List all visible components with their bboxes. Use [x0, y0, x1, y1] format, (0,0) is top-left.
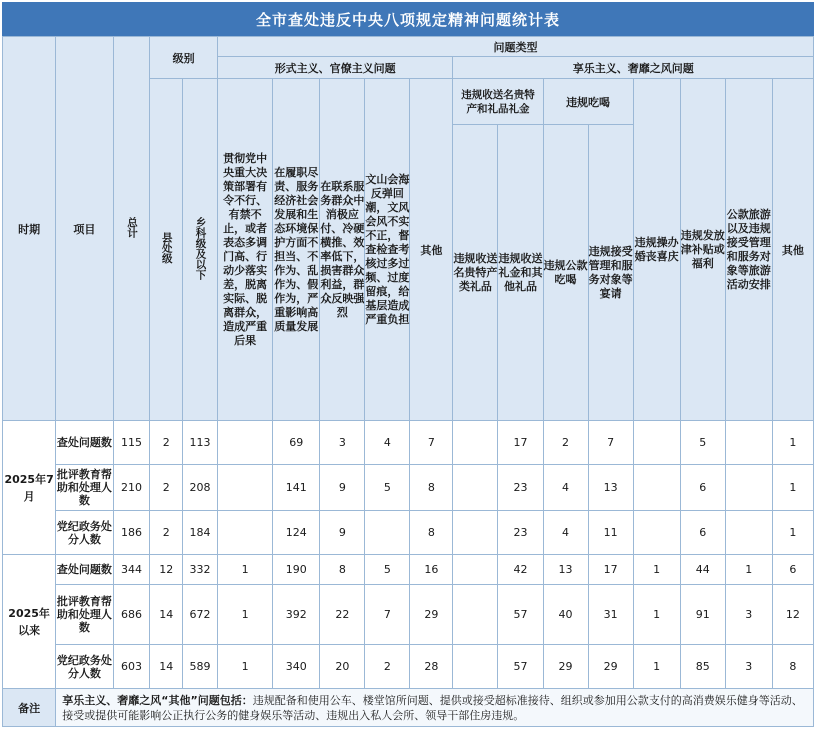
header-h5: 违规操办婚丧喜庆 [633, 79, 680, 421]
value-cell: 17 [498, 421, 543, 465]
header-h6: 违规发放津补贴或福利 [680, 79, 725, 421]
value-cell: 3 [320, 421, 365, 465]
value-cell: 17 [588, 555, 633, 585]
table-row [3, 465, 814, 511]
value-cell: 23 [498, 465, 543, 511]
value-cell: 589 [183, 645, 218, 689]
value-cell: 4 [543, 511, 588, 555]
value-cell: 91 [680, 585, 725, 645]
value-cell: 20 [320, 645, 365, 689]
value-cell: 1 [725, 555, 772, 585]
value-cell: 603 [113, 645, 150, 689]
value-cell [725, 465, 772, 511]
value-cell [453, 465, 498, 511]
value-cell: 5 [365, 555, 410, 585]
header-h7: 公款旅游以及违规接受管理和服务对象等旅游活动安排 [725, 79, 772, 421]
value-cell [453, 511, 498, 555]
row-item-label: 批评教育帮助和处理人数 [56, 465, 113, 511]
value-cell: 8 [772, 645, 813, 689]
table-row [3, 511, 814, 555]
value-cell: 686 [113, 585, 150, 645]
header-h3: 违规公款吃喝 [543, 125, 588, 421]
header-h1: 违规收送名贵特产类礼品 [453, 125, 498, 421]
value-cell: 208 [183, 465, 218, 511]
value-cell: 1 [633, 585, 680, 645]
header-problem-type: 问题类型 [217, 37, 813, 57]
value-cell: 141 [273, 465, 320, 511]
header-level: 级别 [150, 37, 218, 79]
value-cell: 6 [680, 465, 725, 511]
table-row [3, 645, 814, 689]
value-cell: 672 [183, 585, 218, 645]
table-row [3, 585, 814, 645]
value-cell: 8 [410, 511, 453, 555]
value-cell: 7 [365, 585, 410, 645]
value-cell: 22 [320, 585, 365, 645]
value-cell: 5 [680, 421, 725, 465]
value-cell: 29 [588, 645, 633, 689]
header-f2: 在履职尽责、服务经济社会发展和生态环境保护方面不担当、不作为、乱作为、假作为，严重影响高质量发展 [273, 79, 320, 421]
value-cell: 210 [113, 465, 150, 511]
value-cell [725, 511, 772, 555]
period-label: 2025年以来 [3, 555, 56, 689]
value-cell: 392 [273, 585, 320, 645]
value-cell: 7 [588, 421, 633, 465]
value-cell: 44 [680, 555, 725, 585]
header-f1: 贯彻党中央重大决策部署有令不行、有禁不止，或者表态多调门高、行动少落实差，脱离实际、脱离群众，造成严重后果 [217, 79, 272, 421]
value-cell [217, 421, 272, 465]
header-h8: 其他 [772, 79, 813, 421]
header-eat-group: 违规吃喝 [543, 79, 633, 125]
value-cell: 14 [150, 585, 183, 645]
value-cell: 12 [772, 585, 813, 645]
value-cell: 2 [365, 645, 410, 689]
value-cell: 42 [498, 555, 543, 585]
value-cell: 29 [543, 645, 588, 689]
value-cell: 13 [588, 465, 633, 511]
value-cell: 69 [273, 421, 320, 465]
stats-table [2, 36, 814, 727]
value-cell: 113 [183, 421, 218, 465]
value-cell: 1 [633, 555, 680, 585]
value-cell: 9 [320, 465, 365, 511]
value-cell: 115 [113, 421, 150, 465]
value-cell: 4 [365, 421, 410, 465]
value-cell: 31 [588, 585, 633, 645]
value-cell: 344 [113, 555, 150, 585]
value-cell: 190 [273, 555, 320, 585]
value-cell: 1 [772, 421, 813, 465]
header-f5: 其他 [410, 79, 453, 421]
row-item-label: 查处问题数 [56, 421, 113, 465]
value-cell [365, 511, 410, 555]
header-hedonism: 享乐主义、奢靡之风问题 [453, 57, 814, 79]
period-label: 2025年7月 [3, 421, 56, 555]
value-cell [633, 421, 680, 465]
data-rows [3, 421, 814, 689]
value-cell [633, 465, 680, 511]
value-cell: 2 [150, 421, 183, 465]
value-cell: 3 [725, 585, 772, 645]
value-cell: 2 [150, 511, 183, 555]
value-cell: 1 [217, 645, 272, 689]
header-h4: 违规接受管理和服务对象等宴请 [588, 125, 633, 421]
header-formalism: 形式主义、官僚主义问题 [217, 57, 452, 79]
row-item-label: 查处问题数 [56, 555, 113, 585]
value-cell: 14 [150, 645, 183, 689]
header-county: 县处级 [150, 79, 183, 421]
value-cell: 11 [588, 511, 633, 555]
header-h2: 违规收送礼金和其他礼品 [498, 125, 543, 421]
header-f3: 在联系服务群众中消极应付、冷硬横推、效率低下，损害群众利益，群众反映强烈 [320, 79, 365, 421]
header-total: 总计 [113, 37, 150, 421]
table-title: 全市查处违反中央八项规定精神问题统计表 [2, 2, 814, 36]
value-cell: 4 [543, 465, 588, 511]
value-cell: 124 [273, 511, 320, 555]
value-cell [453, 585, 498, 645]
value-cell: 57 [498, 585, 543, 645]
value-cell: 28 [410, 645, 453, 689]
value-cell: 16 [410, 555, 453, 585]
value-cell: 5 [365, 465, 410, 511]
table-row [3, 555, 814, 585]
value-cell [217, 465, 272, 511]
value-cell: 23 [498, 511, 543, 555]
value-cell: 13 [543, 555, 588, 585]
value-cell: 1 [217, 585, 272, 645]
value-cell: 184 [183, 511, 218, 555]
note-text: 享乐主义、奢靡之风“其他”问题包括：违规配备和使用公车、楼堂馆所问题、提供或接受超标准接待、组织或参加用公款支付的高消费娱乐健身等活动、接受或提供可能影响公正执行公务的健身娱乐等活动、违规出入私人会所、领导干部住房违规。 [56, 689, 814, 727]
value-cell: 1 [217, 555, 272, 585]
value-cell: 3 [725, 645, 772, 689]
value-cell: 85 [680, 645, 725, 689]
value-cell: 6 [680, 511, 725, 555]
value-cell: 2 [543, 421, 588, 465]
value-cell: 57 [498, 645, 543, 689]
value-cell [453, 421, 498, 465]
value-cell: 7 [410, 421, 453, 465]
table-row [3, 421, 814, 465]
row-item-label: 批评教育帮助和处理人数 [56, 585, 113, 645]
value-cell [217, 511, 272, 555]
value-cell [633, 511, 680, 555]
value-cell [453, 555, 498, 585]
value-cell: 1 [772, 511, 813, 555]
value-cell: 8 [410, 465, 453, 511]
value-cell [453, 645, 498, 689]
value-cell [725, 421, 772, 465]
header-f4: 文山会海反弹回潮，文风会风不实不正，督查检查考核过多过频、过度留痕，给基层造成严重负担 [365, 79, 410, 421]
header-gift-group: 违规收送名贵特产和礼品礼金 [453, 79, 543, 125]
value-cell: 1 [633, 645, 680, 689]
value-cell: 8 [320, 555, 365, 585]
value-cell: 2 [150, 465, 183, 511]
value-cell: 29 [410, 585, 453, 645]
row-item-label: 党纪政务处分人数 [56, 645, 113, 689]
value-cell: 6 [772, 555, 813, 585]
value-cell: 186 [113, 511, 150, 555]
value-cell: 340 [273, 645, 320, 689]
header-period: 时期 [3, 37, 56, 421]
value-cell: 40 [543, 585, 588, 645]
value-cell: 332 [183, 555, 218, 585]
note-label: 备注 [3, 689, 56, 727]
header-township: 乡科级及以下 [183, 79, 218, 421]
value-cell: 1 [772, 465, 813, 511]
header-item: 项目 [56, 37, 113, 421]
row-item-label: 党纪政务处分人数 [56, 511, 113, 555]
value-cell: 12 [150, 555, 183, 585]
stats-sheet [2, 2, 814, 727]
value-cell: 9 [320, 511, 365, 555]
